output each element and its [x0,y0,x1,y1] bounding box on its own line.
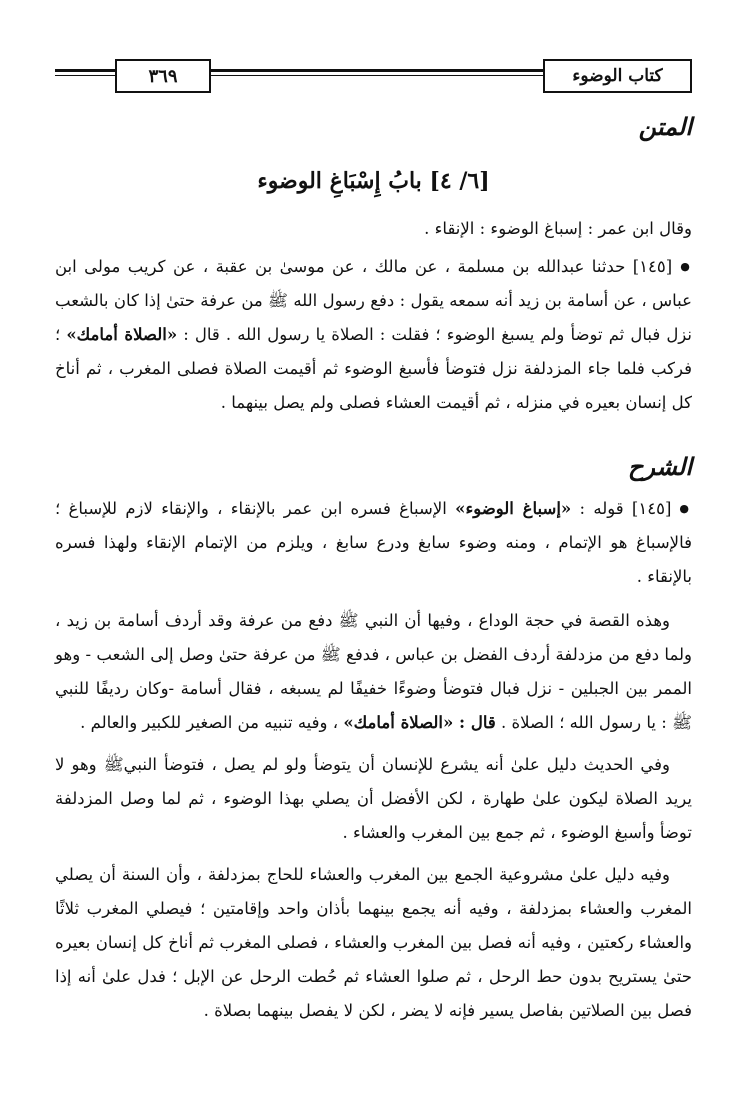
sharh-p1-bold: «إسباغ الوضوء» [455,499,572,518]
matn-intro: وقال ابن عمر : إسباغ الوضوء : الإنقاء . [424,219,692,238]
sharh-p2-part1: وهذه القصة في حجة الوداع ، وفيها أن النبي ﷺ دفع من عرفة وقد أردف أسامة بن زيد ، ولما دفع من مزدلفة أردف الفضل بن عباس ، فدفع ﷺ من عرفة حتىٰ وصل إلى الشعب - وهو الممر بين الجبلين - نزل فبال فتوضأ وضوءًا خفيفًا لم يسبغه ، فقال أسامة -وكان رديفًا للنبي ﷺ : يا رسول الله ؛ الصلاة . [55,611,692,732]
book-title: كتاب الوضوء [572,66,663,86]
book-title-box [543,59,692,93]
sharh-paragraph-2 [55,604,692,740]
sharh-p2-bold: قال : «الصلاة أمامك» [343,713,496,732]
page-number: ٣٦٩ [148,65,178,87]
sharh-label: الشرح [627,452,692,481]
sharh-p1-start: [١٤٥] قوله : [579,499,672,518]
hadith-text-1: [١٤٥] حدثنا عبدالله بن مسلمة ، عن مالك ، عن موسىٰ بن عقبة ، عن كريب مولى ابن عباس ، عن أسامة بن زيد أنه سمعه يقول : دفع رسول الله ﷺ من عرفة حتىٰ إذا كان بالشعب نزل فبال ثم توضأ ولم يسبغ الوضوء ؛ فقلت : الصلاة يا رسول الله . قال : [55,257,692,344]
hadith-text-2: ؛ فركب فلما جاء المزدلفة نزل فتوضأ فأسبغ الوضوء ثم أقيمت الصلاة فصلى المغرب ، ثم أناخ كل إنسان بعيره في منزله ، ثم أقيمت العشاء فصلى ولم يصل بينهما . [55,325,692,412]
matn-hadith [55,250,692,420]
header-rule-left [55,69,115,76]
sharh-p2-part2: ، وفيه تنبيه من الصغير للكبير والعالم . [80,713,339,732]
page-number-box [115,59,211,93]
sharh-p1-rest: الإسباغ فسره ابن عمر بالإنقاء ، والإنقاء لازم للإسباغ ؛ فالإسباغ هو الإتمام ، ومنه وضوء سابغ ودرع سابغ ، ويلزم من الإتمام الإنقاء ولهذا فسره بالإنقاء . [55,499,692,586]
sharh-paragraph-1 [55,492,692,594]
sharh-paragraph-4: وفيه دليل علىٰ مشروعية الجمع بين المغرب والعشاء للحاج بمزدلفة ، وأن السنة أن يصلي المغرب والعشاء بمزدلفة ، وفيه أنه يجمع بينهما بأذان واحد وإقامتين ؛ فيصلي المغرب ثلاثًا والعشاء ركعتين ، وفيه أنه فصل بين المغرب والعشاء ، فصلى المغرب ثم أناخ كل إنسان بعيره حتىٰ يستريح بدون حط الرحل ، ثم صلوا العشاء ثم حُطت الرحل عن الإبل ؛ فدل علىٰ أنه إذا فصل بين الصلاتين بفاصل يسير فإنه لا يضر ، لكن لا يفصل بينهما بصلاة . [55,865,692,1020]
header-rule-middle [209,69,545,76]
chapter-title: [٦/ ٤] بابُ إِسْبَاغِ الوضوء [257,168,490,194]
sharh-paragraph-3: وفي الحديث دليل علىٰ أنه يشرع للإنسان أن يتوضأ ولو لم يصل ، فتوضأ النبيﷺ وهو لا يريد الصلاة ليكون علىٰ طهارة ، لكن الأفضل أن يصلي بهذا الوضوء ، ثم لما وصل المزدلفة توضأ وأسبغ الوضوء ، ثم جمع بين المغرب والعشاء . [55,755,692,842]
book-page [55,0,692,1103]
sharh-text [55,492,692,1028]
page-header [55,55,692,99]
hadith-bold-quote: «الصلاة أمامك» [66,325,178,344]
matn-text [55,212,692,420]
matn-label: المتن [638,112,692,141]
